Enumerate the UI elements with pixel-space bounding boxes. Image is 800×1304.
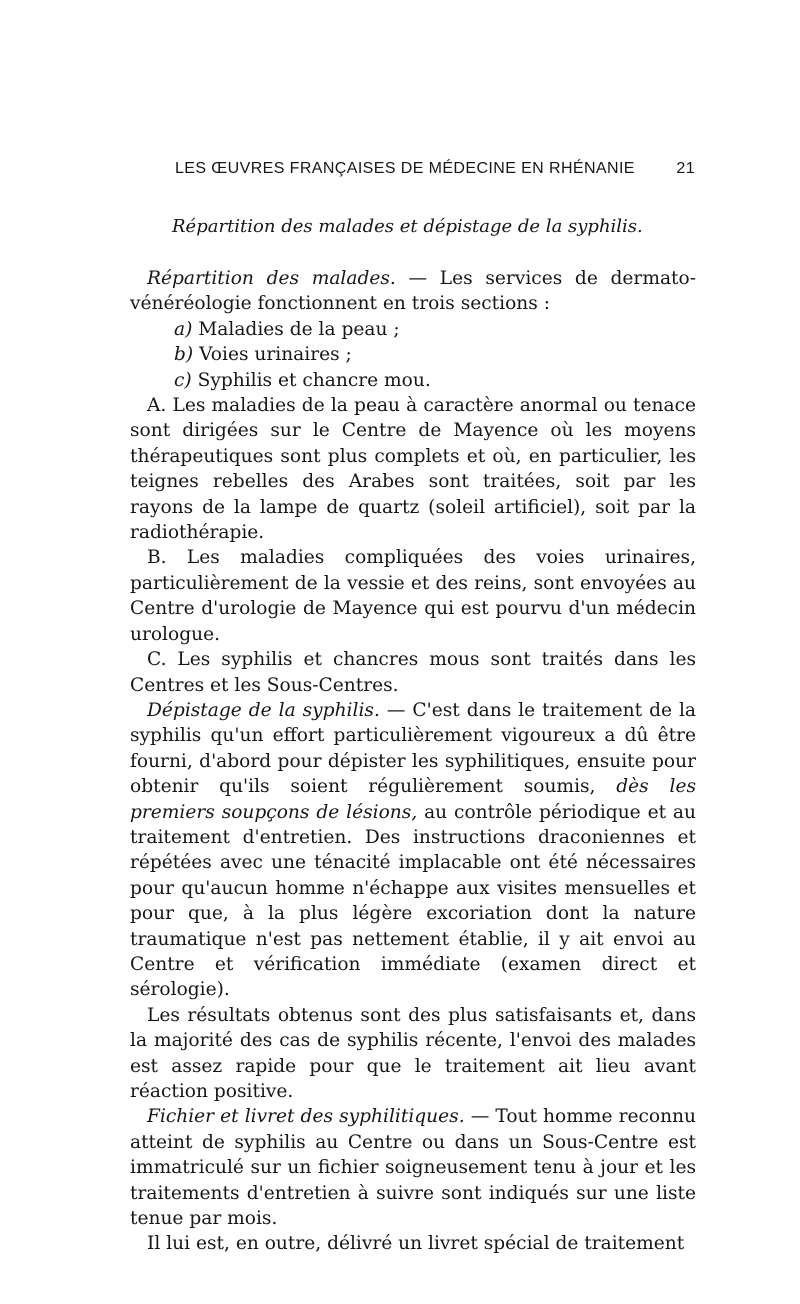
list-item xyxy=(130,317,696,342)
paragraph-text: — Les services de dermato-vénéréologie fonctionnent en trois sections : xyxy=(130,268,696,315)
paragraph-depistage xyxy=(130,698,696,1003)
paragraph-text: au contrôle périodique et au traitement d'entretien. Des instructions draconiennes et répétées avec une ténacité implacable ont été nécessaires pour qu'aucun homme n'échappe aux visites mensuelles et pour que, à la plus légère excoriation dont la nature traumatique n'est pas nettement établie, il y ait envoi au Centre et vérification immédiate (examen direct et sérologie). xyxy=(130,801,696,1001)
body-text xyxy=(130,266,696,1257)
paragraph-label: Fichier et livret des syphilitiques. xyxy=(147,1106,465,1128)
list-marker: a) xyxy=(174,318,193,340)
paragraph-label: Dépistage de la syphilis. xyxy=(147,699,380,721)
section-title: Répartition des malades et dépistage de la syphilis. xyxy=(172,216,643,237)
paragraph-b: B. Les maladies compliquées des voies urinaires, particulièrement de la vessie et des reins, sont envoyées au Centre d'urologie de Mayence qui est pourvu d'un médecin urologue. xyxy=(130,547,696,645)
list-marker: c) xyxy=(174,369,192,391)
paragraph-a: A. Les maladies de la peau à caractère anormal ou tenace sont dirigées sur le Centre de Mayence où les moyens thérapeutiques sont plus complets et où, en particulier, les teignes rebelles des Arabes sont traitées, soit par les rayons de la lampe de quartz (soleil artificiel), soit par la radiothérapie. xyxy=(130,395,696,544)
list-item xyxy=(130,342,696,367)
paragraph-text: — Tout homme reconnu atteint de syphilis au Centre ou dans un Sous-Centre est immatriculé sur un fichier soigneusement tenu à jour et les traitements d'entretien à suivre sont indiqués sur une liste tenue par mois. xyxy=(130,1106,696,1230)
list-item xyxy=(130,368,696,393)
paragraph-livret: Il lui est, en outre, délivré un livret spécial de traitement xyxy=(147,1233,685,1255)
list-item-text: Voies urinaires ; xyxy=(193,344,352,366)
page-number: 21 xyxy=(676,160,695,177)
list-marker: b) xyxy=(174,344,194,366)
paragraph-repartition xyxy=(130,266,696,317)
emphasis-text: dès les premiers soupçons de lésions, xyxy=(130,776,696,823)
paragraph-text: — C'est dans le traitement de la syphilis qu'un effort particulièrement vigoureux a dû être fourni, d'abord pour dépister les syphilitiques, ensuite pour obtenir qu'ils soient régulièrement soumis, xyxy=(130,699,696,798)
list-item-text: Maladies de la peau ; xyxy=(192,318,400,340)
running-head-title: LES ŒUVRES FRANÇAISES DE MÉDECINE EN RHÉNANIE xyxy=(175,160,635,177)
paragraph-label: Répartition des malades. xyxy=(147,268,396,289)
list-item-text: Syphilis et chancre mou. xyxy=(191,369,431,391)
running-head xyxy=(175,160,695,178)
paragraph-resultats: Les résultats obtenus sont des plus satisfaisants et, dans la majorité des cas de syphilis récente, l'envoi des malades est assez rapide pour que le traitement ait lieu avant réaction positive. xyxy=(130,1004,696,1102)
paragraph-c: C. Les syphilis et chancres mous sont traités dans les Centres et les Sous-Centres. xyxy=(130,649,696,696)
paragraph-fichier xyxy=(130,1104,696,1231)
